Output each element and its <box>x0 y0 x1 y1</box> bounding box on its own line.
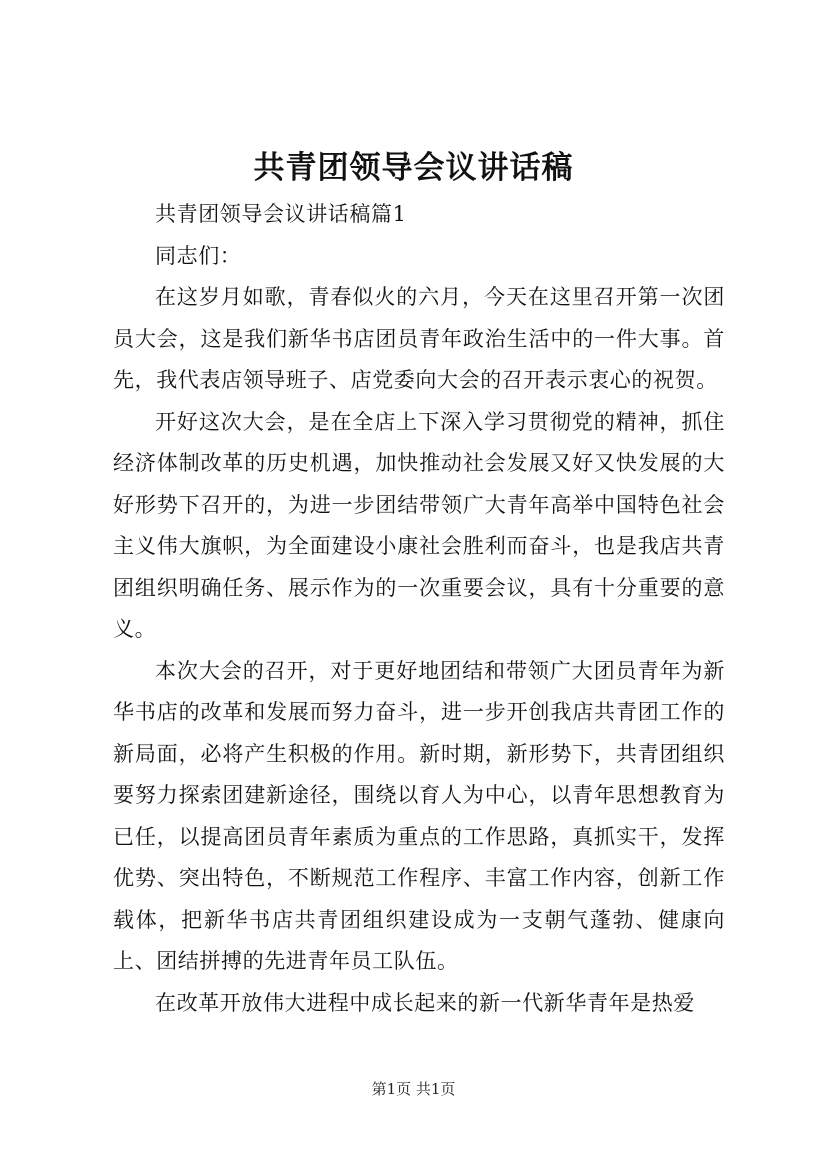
paragraph: 在改革开放伟大进程中成长起来的新一代新华青年是热爱 <box>155 990 695 1015</box>
section-heading: 共青团领导会议讲话稿篇1 <box>155 202 407 226</box>
paragraph: 本次大会的召开，对于更好地团结和带领广大团员青年为新华书店的改革和发展而努力奋斗，进一步开创我店共青团工作的新局面，必将产生积极的作用。新时期，新形势下，共青团组织要努力探索团建新途径，围绕以育人为中心，以青年思想教育为已任，以提高团员青年素质为重点的工作思路，真抓实干，发挥优势、突出特色，不断规范工作程序、丰富工作内容，创新工作载体，把新华书店共青团组织建设成为一支朝气蓬勃、健康向上、团结拼搏的先进青年员工队伍。 <box>113 658 725 973</box>
document-title: 共青团领导会议讲话稿 <box>253 150 574 186</box>
salutation: 同志们： <box>155 243 242 268</box>
paragraph: 在这岁月如歌，青春似火的六月，今天在这里召开第一次团员大会，这是我们新华书店团员青年政治生活中的一件大事。首先，我代表店领导班子、店党委向大会的召开表示衷心的祝贺。 <box>113 285 725 392</box>
page-footer: 第1页 共1页 <box>371 1080 456 1098</box>
paragraph: 开好这次大会，是在全店上下深入学习贯彻党的精神，抓住经济体制改革的历史机遇，加快推动社会发展又好又快发展的大好形势下召开的，为进一步团结带领广大青年高举中国特色社会主义伟大旗帜，为全面建设小康社会胜利而奋斗，也是我店共青团组织明确任务、展示作为的一次重要会议，具有十分重要的意义。 <box>113 409 725 641</box>
document-body <box>113 194 725 1024</box>
